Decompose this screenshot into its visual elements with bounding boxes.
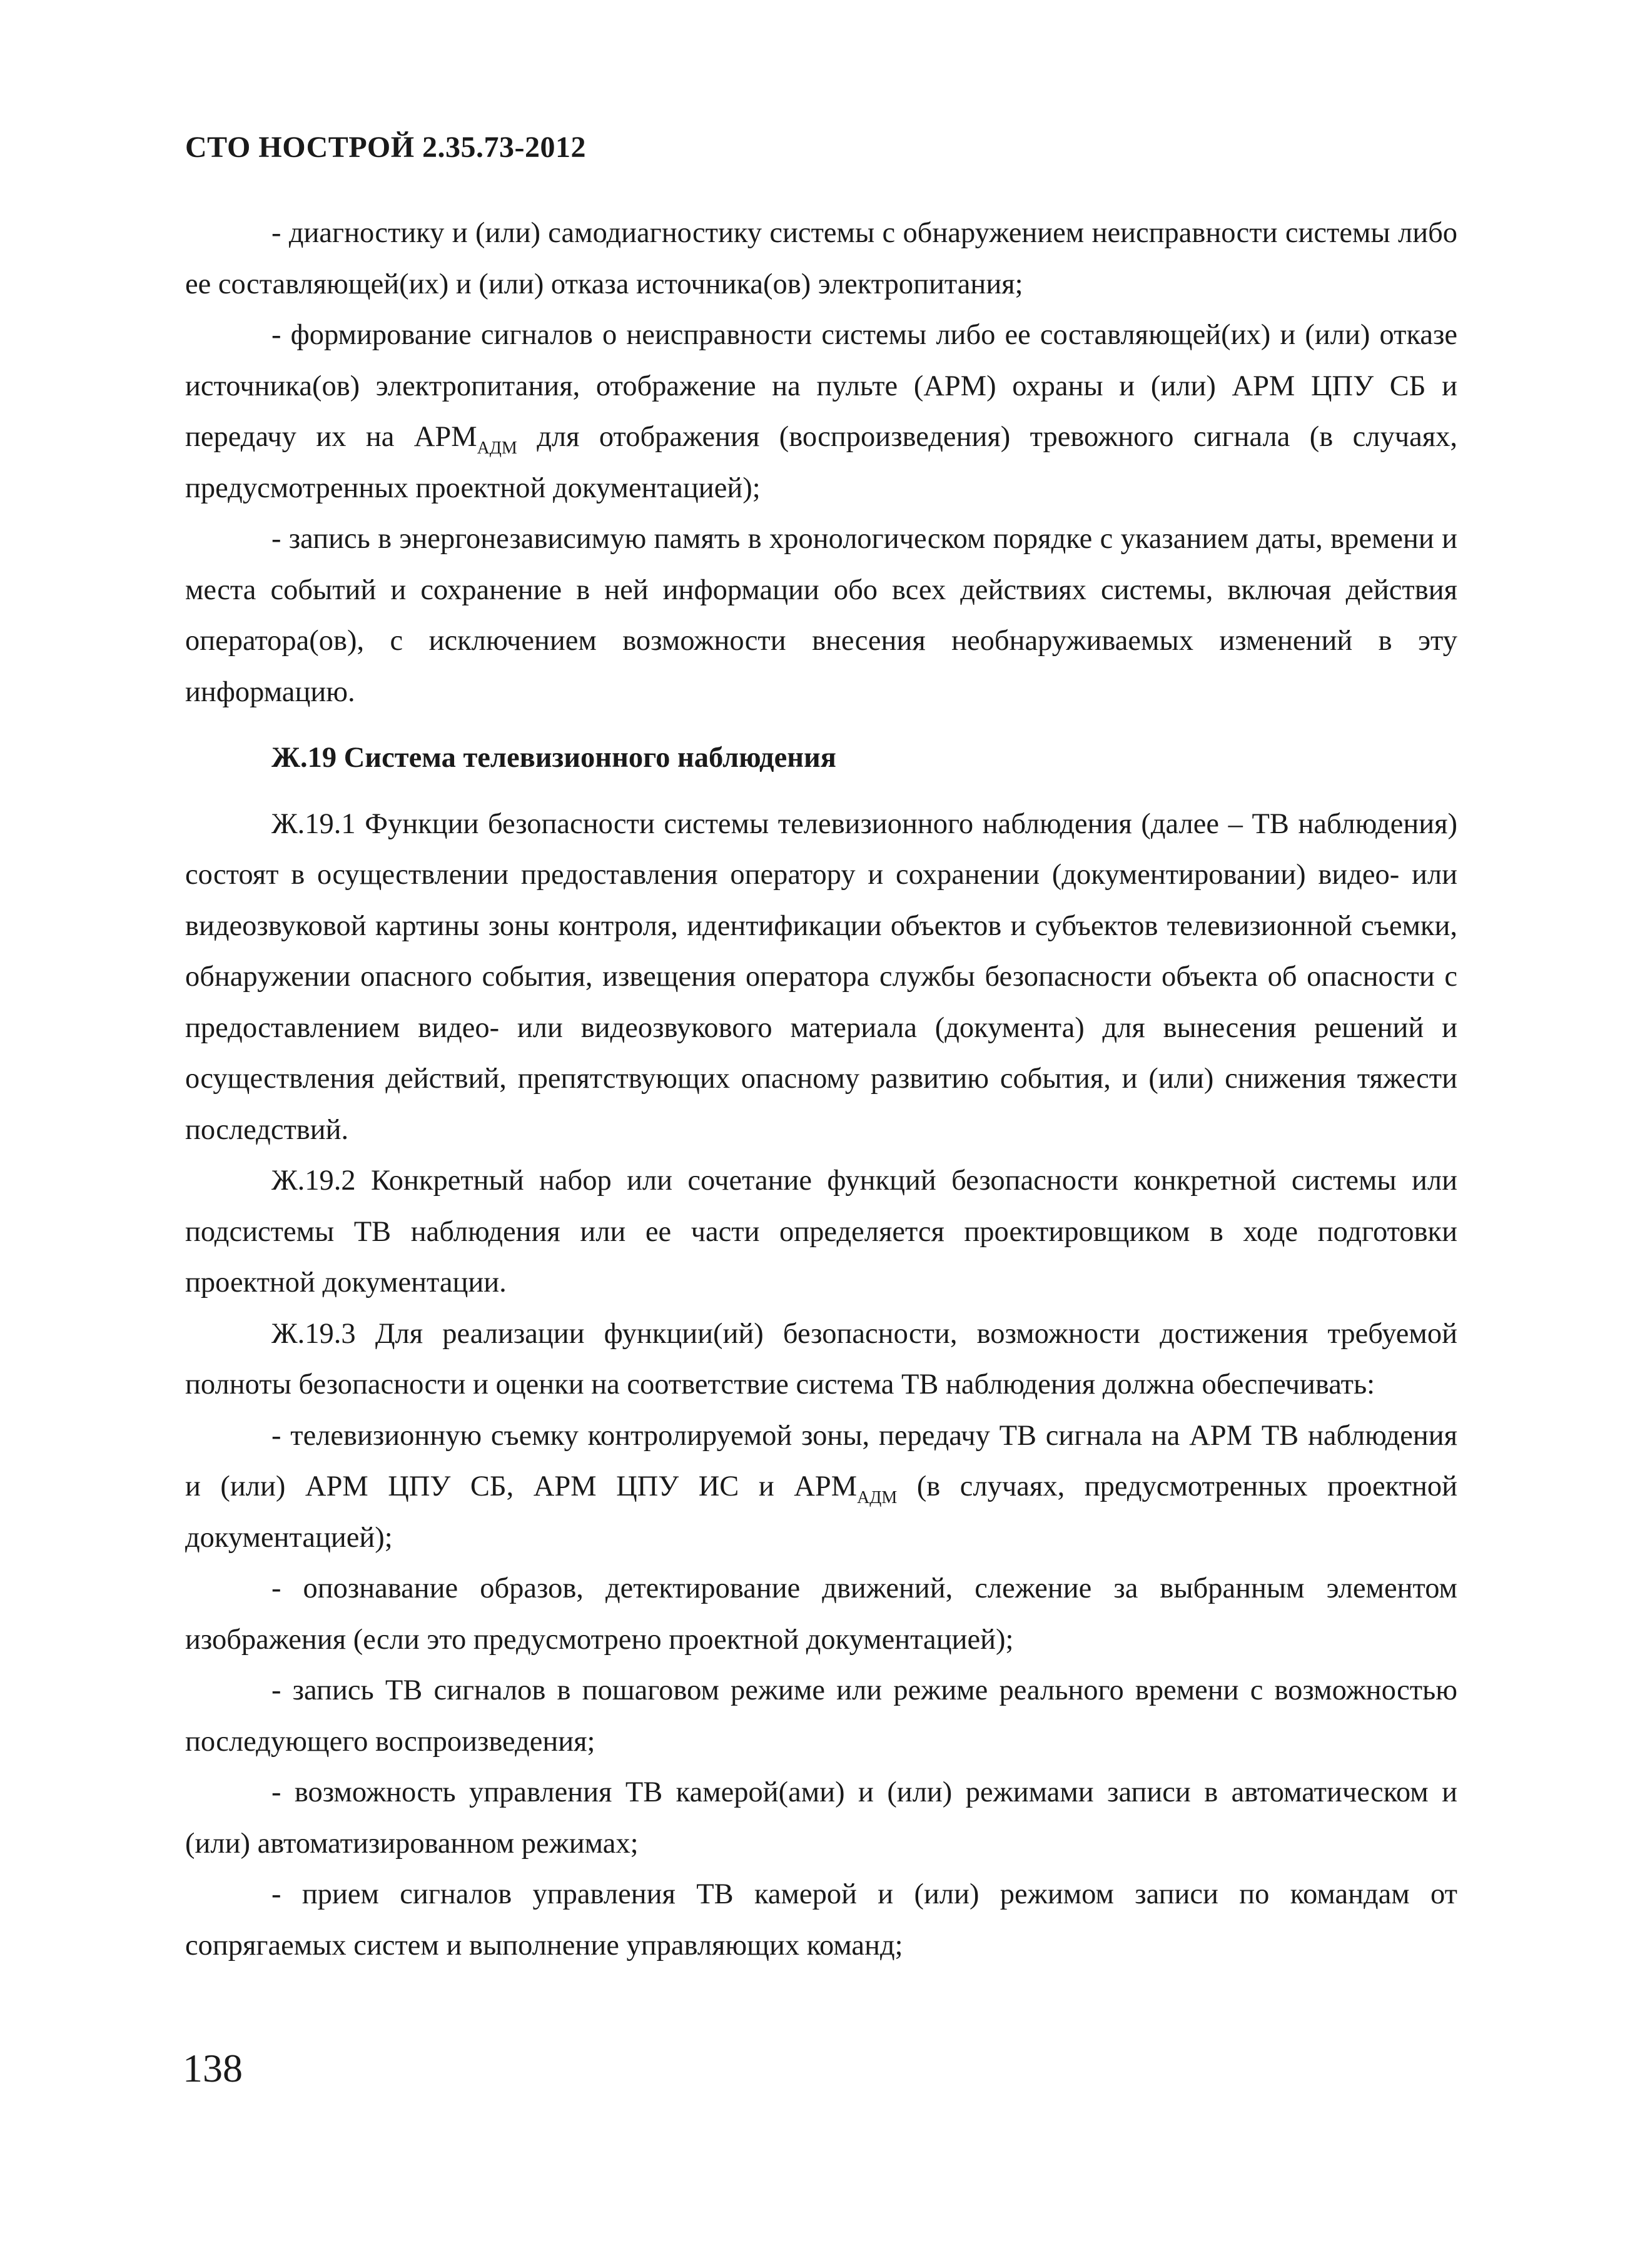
paragraph-control-signals: - прием сигналов управления ТВ камерой и (или) режимом записи по командам от сопрягаемых систем и выполнение управляющих команд; — [185, 1878, 1457, 1962]
subscript-adm: АДМ — [477, 438, 517, 458]
paragraph-event-log: - запись в энергонезависимую память в хронологическом порядке с указанием даты, времени и места событий и сохранение в ней информации обо всех действиях системы, включая действия оператора(ов), с исключением возможности внесения необнаруживаемых изменений в эту информацию. — [185, 523, 1457, 708]
paragraph-tv-shooting — [185, 1410, 1457, 1564]
document-header: СТО НОСТРОЙ 2.35.73-2012 — [185, 131, 587, 164]
paragraph-19-2: Ж.19.2 Конкретный набор или сочетание функций безопасности конкретной системы или подсистемы ТВ наблюдения или ее части определяется проектировщиком в ходе подготовки проектной документации. — [185, 1165, 1457, 1299]
paragraph-19-3: Ж.19.3 Для реализации функции(ий) безопасности, возможности достижения требуемой полноты безопасности и оценки на соответствие система ТВ наблюдения должна обеспечивать: — [185, 1317, 1457, 1400]
paragraph-fault-signals — [185, 310, 1457, 514]
paragraph-19-1: Ж.19.1 Функции безопасности системы телевизионного наблюдения (далее – ТВ наблюдения) состоят в осуществлении предоставления оператору и сохранении (документировании) видео- или видеозвуковой картины зоны контроля, идентификации объектов и субъектов телевизионной съемки, обнаружении опасного события, извещения оператора службы безопасности объекта об опасности с предоставлением видео- или видеозвукового материала (документа) для вынесения решений и осуществления действий, препятствующих опасному развитию события, и (или) снижения тяжести последствий. — [185, 807, 1457, 1146]
section-heading: Ж.19 Система телевизионного наблюдения — [271, 742, 836, 774]
subscript-adm: АДМ — [857, 1488, 898, 1507]
document-body — [185, 208, 1457, 1971]
text-segment: - телевизионную съемку контролируемой зоны, передачу ТВ сигнала на АРМ ТВ наблюдения и (или) АРМ ЦПУ СБ, АРМ ЦПУ ИС и АРМ — [185, 1419, 1457, 1502]
paragraph-diagnostics: - диагностику и (или) самодиагностику системы с обнаружением неисправности системы либо ее составляющей(их) и (или) отказа источника(ов) электропитания; — [185, 217, 1457, 300]
paragraph-camera-control: - возможность управления ТВ камерой(ами) и (или) режимами записи в автоматическом и (или) автоматизированном режимах; — [185, 1776, 1457, 1860]
paragraph-recording: - запись ТВ сигналов в пошаговом режиме или режиме реального времени с возможностью последующего воспроизведения; — [185, 1674, 1457, 1758]
text-segment: для отображения (воспроизведения) тревожного сигнала (в случаях, предусмотренных проектной документацией); — [185, 421, 1457, 504]
paragraph-recognition: - опознавание образов, детектирование движений, слежение за выбранным элементом изображения (если это предусмотрено проектной документацией); — [185, 1572, 1457, 1656]
page-number: 138 — [183, 2046, 243, 2090]
text-segment: (в случаях, предусмотренных проектной документацией); — [185, 1471, 1457, 1554]
text-segment: - формирование сигналов о неисправности системы либо ее составляющей(их) и (или) отказе источника(ов) электропитания, отображение на пульте (АРМ) охраны и (или) АРМ ЦПУ СБ и передачу их на АРМ — [185, 319, 1457, 453]
